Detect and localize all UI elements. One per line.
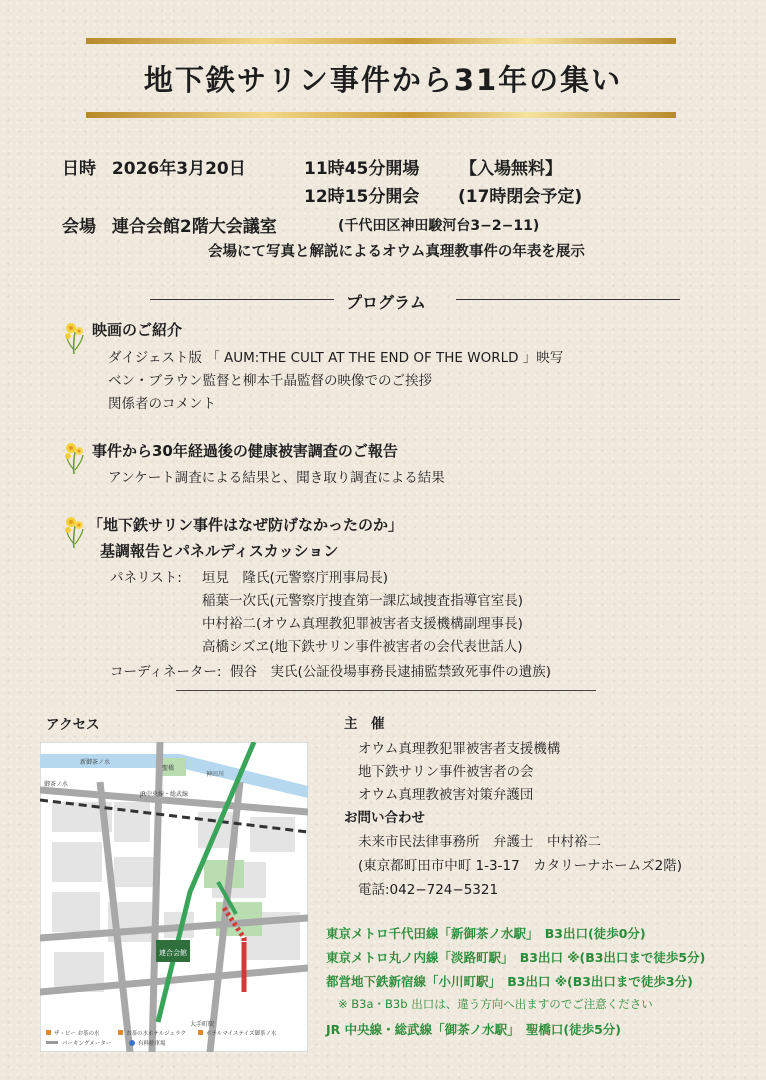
film-line-1: ダイジェスト版 「 AUM:THE CULT AT THE END OF THE WORLD 」映写 — [108, 350, 564, 366]
datetime-row — [62, 154, 246, 179]
section-divider — [176, 690, 596, 691]
panelist-4: 高橋シズヱ(地下鉄サリン事件被害者の会代表世話人) — [202, 639, 523, 655]
route-3: 都営地下鉄新宿線「小川町駅」 B3出口 ※(B3出口まで徒歩3分) — [326, 974, 693, 989]
program-rule-left — [150, 299, 334, 300]
route-jr: JR 中央線・総武線「御茶ノ水駅」 聖橋口(徒歩5分) — [326, 1022, 622, 1037]
section-health-title: 事件から30年経過後の健康被害調査のご報告 — [92, 442, 398, 460]
program-rule-right — [456, 299, 680, 300]
organizer-2: 地下鉄サリン事件被害者の会 — [358, 764, 534, 780]
contact-address: (東京都町田市中町 1-3-17 カタリーナホームズ2階) — [358, 858, 683, 874]
legend-item-3: ホテルマイステイズ御茶ノ水 — [206, 1031, 277, 1037]
panelist-label: パネリスト: — [110, 570, 182, 586]
start-time: 12時15分開会 — [304, 187, 420, 207]
contact-label: お問い合わせ — [344, 810, 425, 826]
organizer-3: オウム真理教被害対策弁護団 — [358, 787, 534, 803]
event-date: 2026年3月20日 — [111, 159, 246, 179]
map-label-kanda: 神田川 — [206, 771, 225, 778]
daffodil-icon — [62, 440, 86, 474]
health-line-1: アンケート調査による結果と、聞き取り調査による結果 — [108, 470, 445, 486]
title-gold-line-bottom — [86, 112, 676, 118]
map-label-otemachi: 大手町駅 — [190, 1021, 215, 1028]
title-gold-line-top — [86, 38, 676, 44]
coordinator-name: 假谷 実氏(公証役場事務長逮捕監禁致死事件の遺族) — [230, 664, 552, 680]
film-line-2: ベン・ブラウン監督と柳本千晶監督の映像でのご挨拶 — [108, 373, 432, 389]
section-panel-subtitle: 基調報告とパネルディスカッション — [100, 542, 339, 560]
panelist-2: 稲葉一次氏(元警察庁捜査第一課広域捜査指導官室長) — [202, 593, 524, 609]
organizer-1: オウム真理教犯罪被害者支援機構 — [358, 741, 561, 757]
map-label-jr: JR中央線・総武線 — [140, 791, 188, 798]
legend-item-2: お茶の水ホテルジュラク — [126, 1031, 186, 1037]
contact-office: 未来市民法律事務所 弁護士 中村裕二 — [358, 834, 601, 850]
panelist-1: 垣見 隆氏(元警察庁刑事局長) — [202, 570, 389, 586]
route-note: ※ B3a・B3b 出口は、違う方向へ出ますのでご注意ください — [338, 997, 653, 1011]
venue-exhibit: 会場にて写真と解説によるオウム真理教事件の年表を展示 — [208, 244, 585, 260]
venue-label: 会場 — [62, 217, 96, 237]
daffodil-icon — [62, 514, 86, 548]
route-1: 東京メトロ千代田線「新御茶ノ水駅」 B3出口(徒歩0分) — [326, 926, 646, 941]
legend-item-1: ザ・ビー お茶の水 — [54, 1031, 100, 1037]
map-label-seibashi: 聖橋 — [162, 765, 175, 772]
section-panel-title: 「地下鉄サリン事件はなぜ防げなかったのか」 — [88, 516, 404, 534]
route-2: 東京メトロ丸ノ内線「淡路町駅」 B3出口 ※(B3出口まで徒歩5分) — [326, 950, 706, 965]
contact-phone[interactable]: 電話:042−724−5321 — [358, 882, 499, 898]
venue-address: (千代田区神田駿河台3−2−11) — [338, 218, 540, 234]
map-label-street1: 新御茶ノ水 — [80, 759, 111, 766]
legend-item-4: パーキングメーター — [62, 1041, 112, 1047]
coordinator-label: コーディネーター: — [110, 664, 222, 680]
map-label-street2: 御茶ノ水 — [44, 781, 69, 788]
open-time: 11時45分開場 — [304, 159, 420, 179]
close-note: (17時閉会予定) — [458, 187, 583, 207]
organizer-label: 主 催 — [344, 716, 385, 732]
free-entry: 【入場無料】 — [460, 159, 562, 179]
program-heading — [150, 290, 680, 310]
film-line-3: 関係者のコメント — [108, 396, 216, 412]
datetime-label: 日時 — [62, 159, 96, 179]
page-title: 地下鉄サリン事件から31年の集い — [143, 63, 623, 97]
venue-name: 連合会館2階大会議室 — [111, 217, 277, 237]
access-map[interactable] — [40, 742, 308, 1052]
access-label: アクセス — [46, 717, 100, 733]
venue-row — [62, 212, 277, 237]
section-film-title: 映画のご紹介 — [92, 321, 183, 339]
venue-marker-label: 連合会館 — [159, 949, 187, 957]
legend-item-5: 有料駐車場 — [138, 1041, 166, 1047]
program-heading-text: プログラム — [346, 293, 426, 312]
daffodil-icon — [62, 320, 86, 354]
panelist-3: 中村裕二(オウム真理教犯罪被害者支援機構副理事長) — [202, 616, 523, 632]
